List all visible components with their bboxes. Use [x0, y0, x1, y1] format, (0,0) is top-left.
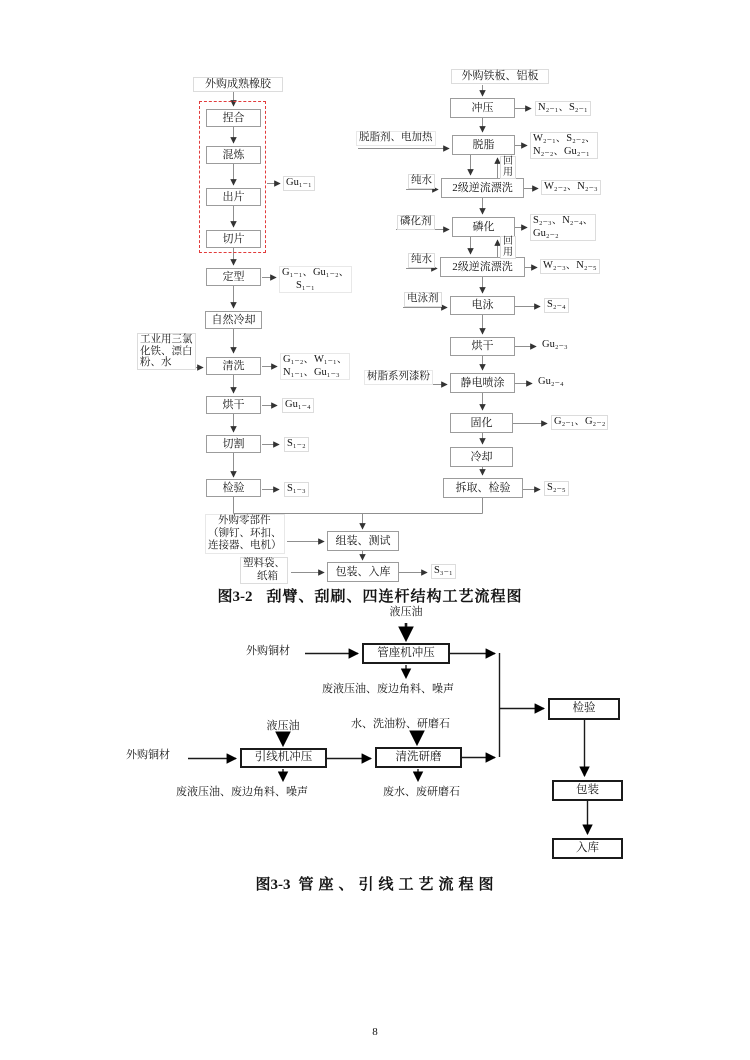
output-gu1-4: Gu₁₋₄: [282, 398, 314, 413]
wire-press-waste-label: 废液压油、废边角料、噪声: [176, 786, 308, 798]
packing-material-label: 塑料袋、 纸箱: [240, 557, 288, 584]
spray-input-label: 树脂系列漆粉: [364, 370, 433, 385]
step-curing: 固化: [450, 413, 513, 433]
pure-water-label-2: 纯水: [408, 253, 435, 268]
hydraulic-oil-label-1: 液压油: [389, 606, 423, 618]
step-sheeting: 出片: [206, 188, 261, 206]
output-washing: G₁₋₂、W₁₋₁、 N₁₋₁、Gu₁₋₃: [280, 353, 350, 380]
step-clean-grind: 清洗研磨: [375, 747, 462, 768]
output-s3-1: S₃₋₁: [431, 564, 456, 579]
step-packing-2: 包装: [552, 780, 623, 801]
electrophoresis-input-label: 电泳剂: [404, 292, 442, 307]
step-electrophoresis: 电泳: [450, 296, 515, 315]
pure-water-label-1: 纯水: [408, 174, 435, 189]
page-number: 8: [372, 1026, 378, 1038]
output-degreasing: W₂₋₁、S₂₋₂、 N₂₋₂、Gu₂₋₁: [530, 132, 598, 159]
step-kneading: 捏合: [206, 109, 261, 127]
source-metal-label: 外购铁板、铝板: [451, 69, 549, 84]
copper-input-label-1: 外购铜材: [246, 645, 290, 657]
step-stamping: 冲压: [450, 98, 515, 118]
chart1-caption-title: 刮臂、刮刷、四连杆结构工艺流程图: [266, 589, 523, 605]
step-inspection-left: 检验: [206, 479, 261, 497]
step-slicing: 切片: [206, 230, 261, 248]
step-tube-base-press: 管座机冲压: [362, 643, 450, 664]
output-n2-1-s2-1: N₂₋₁、S₂₋₁: [535, 101, 591, 116]
tube-press-waste-label: 废液压油、废边角料、噪声: [322, 683, 454, 695]
output-rinse-2: W₂₋₃、N₂₋₅: [540, 259, 600, 274]
step-assembly-test: 组装、测试: [327, 531, 399, 551]
output-shaping: G₁₋₁、Gu₁₋₂、 S₁₋₁: [279, 266, 352, 293]
output-s2-5: S₂₋₅: [544, 481, 569, 496]
phosphating-input-label: 磷化剂: [397, 215, 435, 230]
recycle-label-1: 回 用: [500, 156, 516, 179]
step-shaping: 定型: [206, 268, 261, 286]
chart2-caption-title: 管座、引线工艺流程图: [298, 877, 499, 893]
purchased-parts-label: 外购零部件 （铆钉、环扣、 连接器、电机）: [205, 514, 285, 554]
chart2-caption-number: 图3-3: [255, 877, 291, 893]
step-lead-wire-press: 引线机冲压: [240, 748, 327, 768]
chart1-caption: [0, 585, 740, 606]
recycle-label-2: 回 用: [500, 236, 516, 259]
step-warehouse-2: 入库: [552, 838, 623, 859]
step-drying-right: 烘干: [450, 337, 515, 356]
copper-input-label-2: 外购铜材: [126, 749, 170, 761]
washing-input-label: 工业用三氯 化铁、漂白 粉、水: [137, 333, 196, 370]
step-washing: 清洗: [206, 357, 261, 375]
step-mixing: 混炼: [206, 146, 261, 164]
chart2-caption: [0, 873, 750, 894]
clean-waste-label: 废水、废研磨石: [383, 786, 460, 798]
hydraulic-oil-label-2: 液压油: [266, 720, 300, 732]
source-rubber-label: 外购成熟橡胶: [193, 77, 283, 92]
step-rinse-1: 2级逆流漂洗: [441, 178, 524, 198]
output-gu2-4: Gu₂₋₄: [535, 375, 567, 390]
step-removal-inspection: 拆取、检验: [443, 478, 523, 498]
step-cooling: 冷却: [450, 447, 513, 467]
clean-input-label: 水、洗油粉、研磨石: [351, 718, 450, 730]
degreasing-input-label: 脱脂剂、电加热: [356, 131, 436, 146]
output-phosphating: S₂₋₃、N₂₋₄、 Gu₂₋₂: [530, 214, 596, 241]
step-cutting: 切割: [206, 435, 261, 453]
step-pack-warehouse: 包装、入库: [327, 562, 399, 582]
step-drying-left: 烘干: [206, 396, 261, 414]
step-degreasing: 脱脂: [452, 135, 515, 155]
step-rinse-2: 2级逆流漂洗: [440, 257, 525, 277]
chart1-caption-number: 图3-2: [217, 589, 253, 605]
step-phosphating: 磷化: [452, 217, 515, 237]
step-inspection-2: 检验: [548, 698, 620, 720]
output-gu1-1: Gu₁₋₁: [283, 176, 315, 191]
output-curing: G₂₋₁、G₂₋₂: [551, 415, 608, 430]
step-natural-cooling: 自然冷却: [205, 311, 262, 329]
output-s2-4: S₂₋₄: [544, 298, 569, 313]
output-s1-3: S₁₋₃: [284, 482, 309, 497]
output-rinse-1: W₂₋₂、N₂₋₃: [541, 180, 601, 195]
output-gu2-3: Gu₂₋₃: [539, 338, 571, 353]
step-electrostatic-spray: 静电喷涂: [450, 373, 515, 393]
output-s1-2: S₁₋₂: [284, 437, 309, 452]
